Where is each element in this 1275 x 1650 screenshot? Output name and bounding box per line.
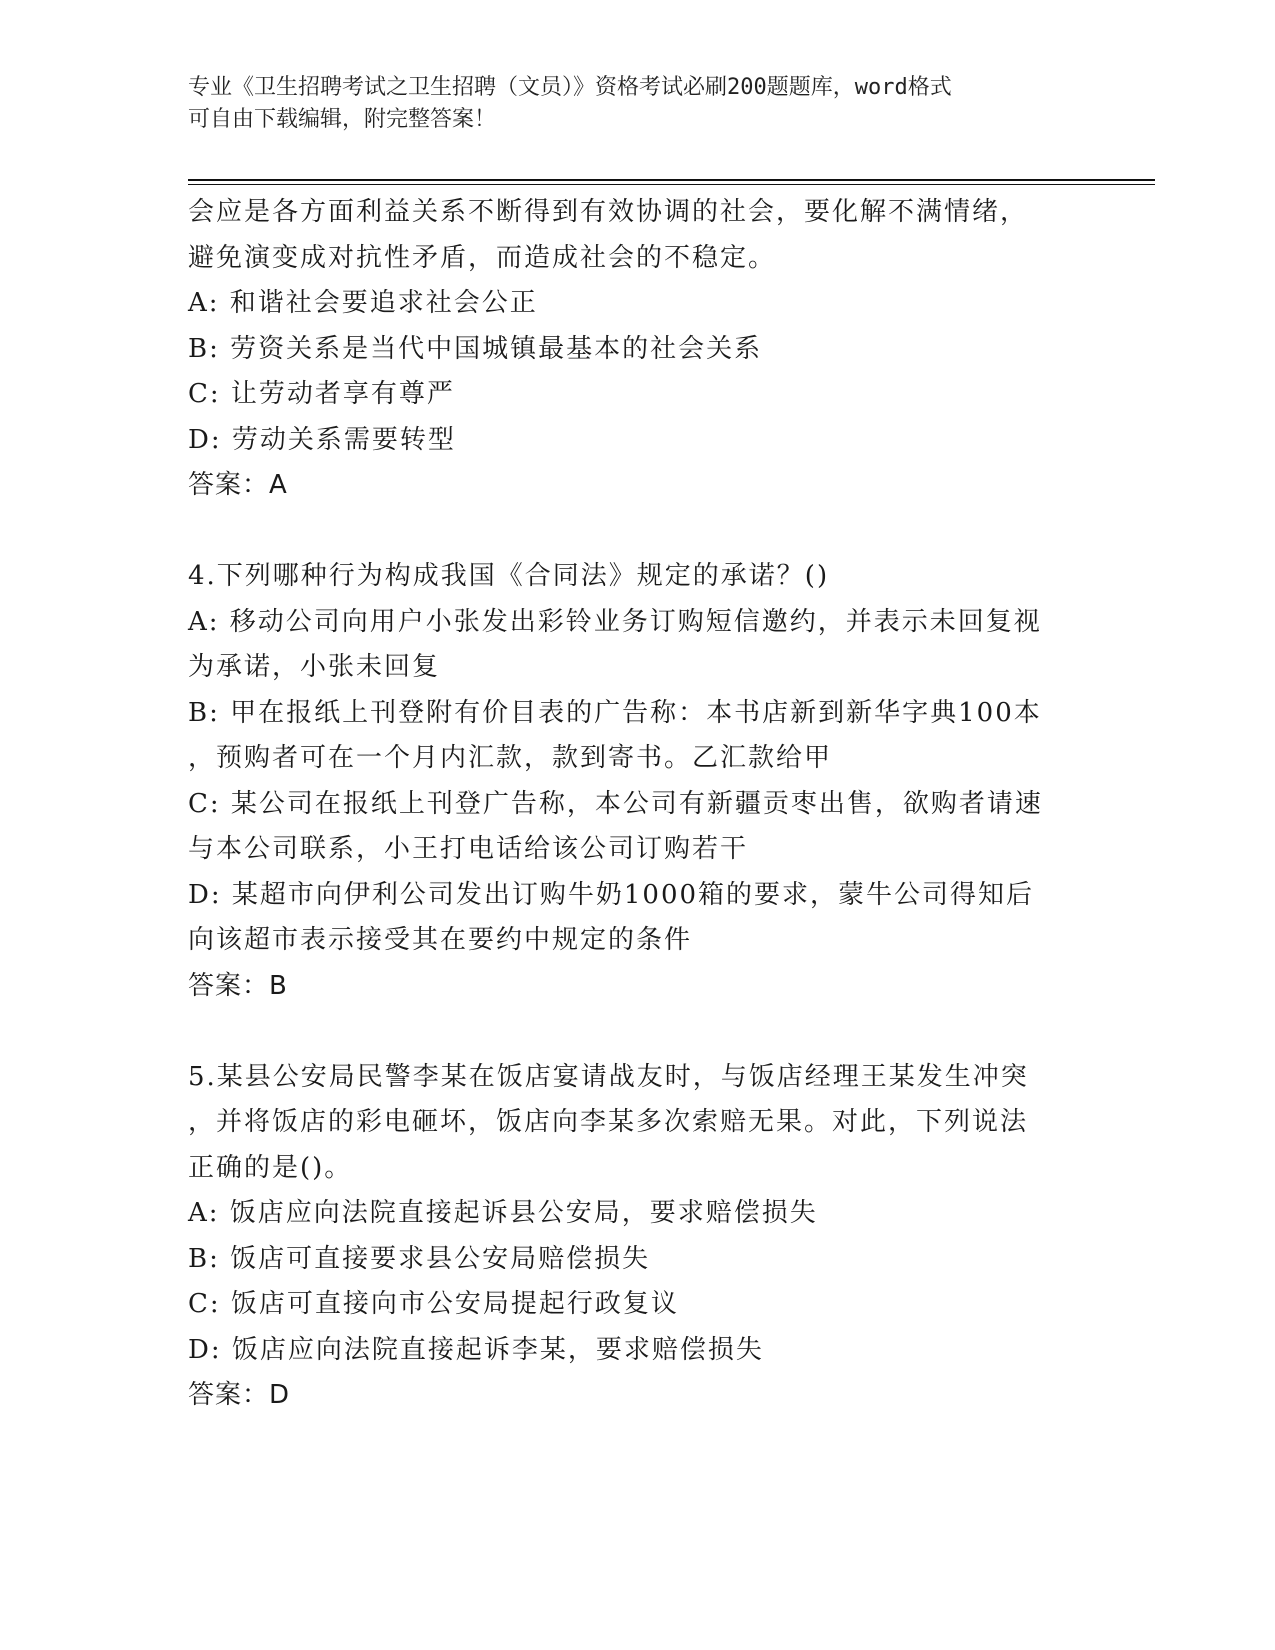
option-a: A: 移动公司向用户小张发出彩铃业务订购短信邀约，并表示未回复视 <box>188 606 1042 637</box>
header-title-line-2: 可自由下载编辑，附完整答案！ <box>188 107 497 132</box>
question-text-line: 避免演变成对抗性矛盾，而造成社会的不稳定。 <box>188 242 777 273</box>
option-b-continued: ，预购者可在一个月内汇款，款到寄书。乙汇款给甲 <box>188 743 833 773</box>
question-text-line: 5.某县公安局民警李某在饭店宴请战友时，与饭店经理王某发生冲突 <box>188 1061 1029 1092</box>
option-c-continued: 与本公司联系，小王打电话给该公司订购若干 <box>188 834 749 864</box>
document-header <box>188 72 1068 136</box>
spacer <box>188 509 1088 555</box>
option-b: B: 甲在报纸上刊登附有价目表的广告称：本书店新到新华字典100本 <box>188 697 1042 728</box>
question-text-line: 4.下列哪种行为构成我国《合同法》规定的承诺？() <box>188 561 830 591</box>
question-text-line: 正确的是()。 <box>188 1152 353 1183</box>
option-d: D: 某超市向伊利公司发出订购牛奶1000箱的要求，蒙牛公司得知后 <box>188 879 1035 910</box>
option-b: B: 劳资关系是当代中国城镇最基本的社会关系 <box>188 333 763 364</box>
option-c: C: 饭店可直接向市公安局提起行政复议 <box>188 1289 679 1319</box>
header-divider-thick <box>188 179 1155 181</box>
header-title-line-1: 专业《卫生招聘考试之卫生招聘（文员）》资格考试必刷200题题库，word格式 <box>188 75 952 100</box>
header-divider-thin <box>188 184 1155 185</box>
option-d-continued: 向该超市表示接受其在要约中规定的条件 <box>188 925 693 955</box>
option-a-continued: 为承诺，小张未回复 <box>188 652 441 682</box>
spacer <box>188 1009 1088 1055</box>
question-text-line: 会应是各方面利益关系不断得到有效协调的社会，要化解不满情绪， <box>188 197 1029 227</box>
question-4-block <box>188 554 1088 1009</box>
option-b: B: 饭店可直接要求县公安局赔偿损失 <box>188 1243 651 1274</box>
option-d: D: 劳动关系需要转型 <box>188 424 456 455</box>
answer-line: 答案：A <box>188 470 288 500</box>
question-5-block <box>188 1055 1088 1419</box>
option-a: A: 和谐社会要追求社会公正 <box>188 288 538 318</box>
answer-line: 答案：D <box>188 1380 291 1410</box>
option-d: D: 饭店应向法院直接起诉李某，要求赔偿损失 <box>188 1334 764 1365</box>
option-c: C: 某公司在报纸上刊登广告称，本公司有新疆贡枣出售，欲购者请速 <box>188 788 1043 819</box>
document-body <box>188 190 1088 1419</box>
answer-line: 答案：B <box>188 970 288 1001</box>
question-text-line: ，并将饭店的彩电砸坏，饭店向李某多次索赔无果。对此，下列说法 <box>188 1107 1029 1137</box>
option-a: A: 饭店应向法院直接起诉县公安局，要求赔偿损失 <box>188 1198 818 1228</box>
question-3-block <box>188 190 1088 509</box>
option-c: C: 让劳动者享有尊严 <box>188 379 455 409</box>
